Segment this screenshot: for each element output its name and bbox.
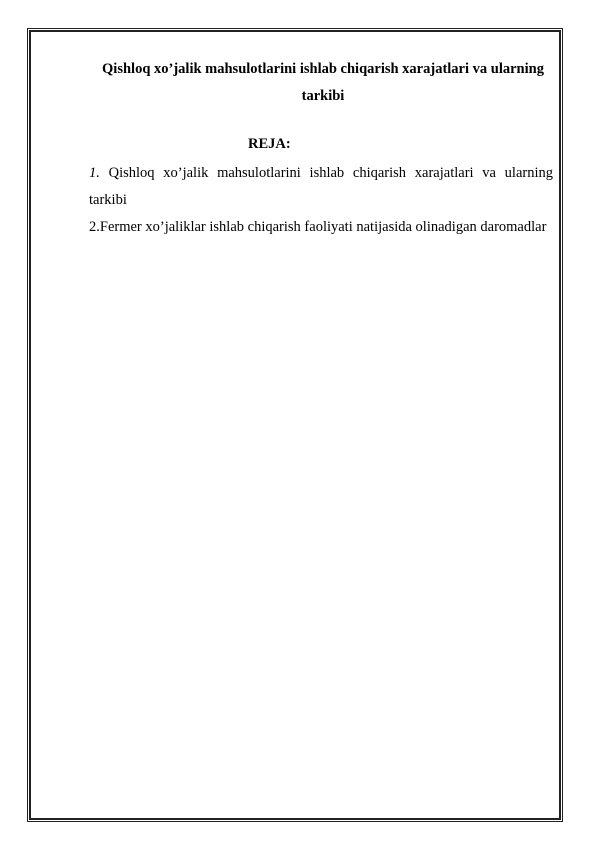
plan-item-text: Fermer xo’jaliklar ishlab chiqarish faoliyati natijasida olinadigan daromadlar: [99, 219, 547, 235]
plan-item-2: [89, 214, 553, 241]
plan-list: [89, 160, 553, 241]
plan-item-1: [89, 160, 553, 214]
page-border-inner: [30, 31, 560, 819]
plan-item-text: Qishloq xo’jalik mahsulotlarini ishlab chiqarish xarajatlari va ularning tarkibi: [89, 165, 553, 208]
plan-heading: REJA:: [248, 136, 291, 152]
document-title: Qishloq xo’jalik mahsulotlarini ishlab chiqarish xarajatlari va ularning tarkibi: [102, 61, 544, 104]
plan-item-number: 2.: [89, 219, 100, 235]
plan-item-number: 1.: [89, 165, 100, 181]
